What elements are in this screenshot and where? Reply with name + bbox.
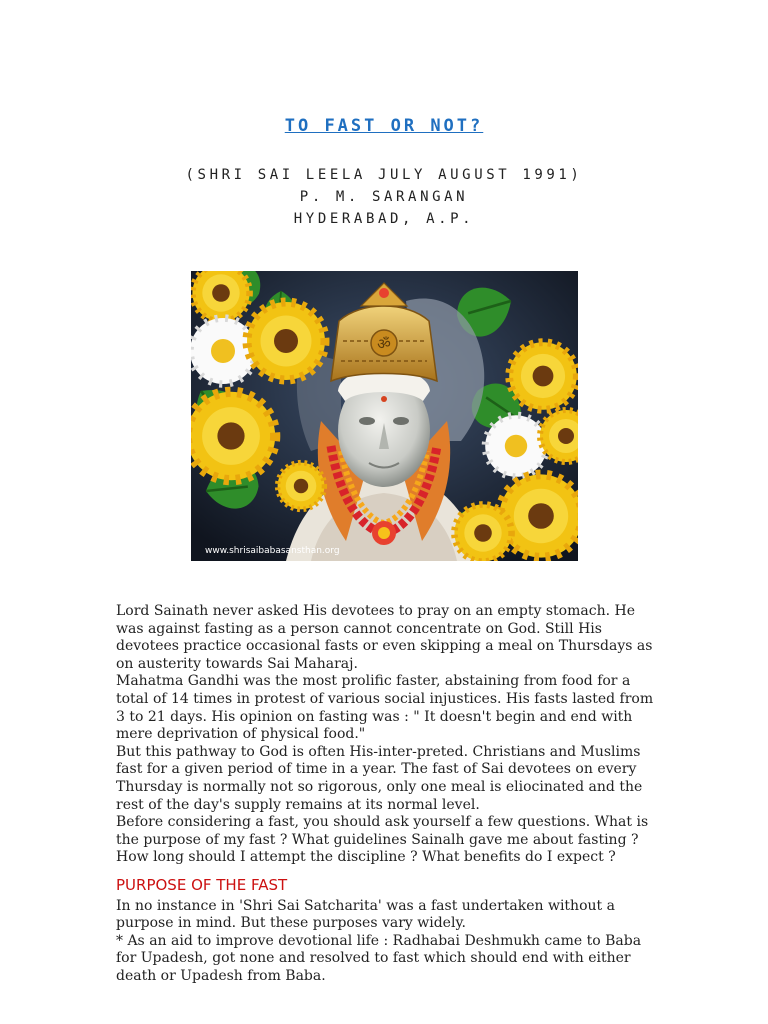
section-heading: PURPOSE OF THE FAST bbox=[116, 875, 288, 894]
sai-baba-photo bbox=[191, 271, 578, 561]
author-line: P. M. SARANGAN bbox=[299, 189, 469, 205]
paragraph: * As an aid to improve devotional life : Radhabai Deshmukh came to Baba for Upadesh, got none and resolved to fast which should end with either death or Upadesh from Baba. bbox=[116, 932, 642, 984]
paragraph: But this pathway to God is often His-inter-preted. Christians and Muslims fast for a given period of time in a year. The fast of Sai devotees on every Thursday is normally not so rigorous, only one meal is eliocinated and the rest of the day's supply remains at its normal level. bbox=[116, 743, 643, 813]
paragraph: Mahatma Gandhi was the most prolific faster, abstaining from food for a total of 14 times in protest of various social injustices. His fasts lasted from 3 to 21 days. His opinion on fasting was : " It doesn't begin and end with mere deprivation of physical food." bbox=[116, 673, 654, 743]
article-body bbox=[116, 603, 661, 985]
source-line: (SHRI SAI LEELA JULY AUGUST 1991) bbox=[185, 167, 583, 183]
image-watermark: www.shrisaibabasansthan.org bbox=[205, 546, 340, 556]
paragraph: Lord Sainath never asked His devotees to pray on an empty stomach. He was against fasting as a person cannot concentrate on God. Still His devotees practice occasional fasts or even skipping a meal on Thursdays as on austerity towards Sai Maharaj. bbox=[116, 603, 653, 672]
byline bbox=[0, 164, 768, 230]
svg-text:ॐ: ॐ bbox=[377, 335, 391, 353]
paragraph: Before considering a fast, you should ask yourself a few questions. What is the purpose of my fast ? What guidelines Sainalh gave me about fasting ? How long should I attempt the discipline ? What benefits do I expect ? bbox=[116, 814, 649, 866]
location-line: HYDERABAD, A.P. bbox=[293, 211, 475, 227]
paragraph: In no instance in 'Shri Sai Satcharita' was a fast undertaken without a purpose in mind. But these purposes vary widely. bbox=[116, 897, 615, 932]
document-title: TO FAST OR NOT? bbox=[284, 116, 484, 136]
